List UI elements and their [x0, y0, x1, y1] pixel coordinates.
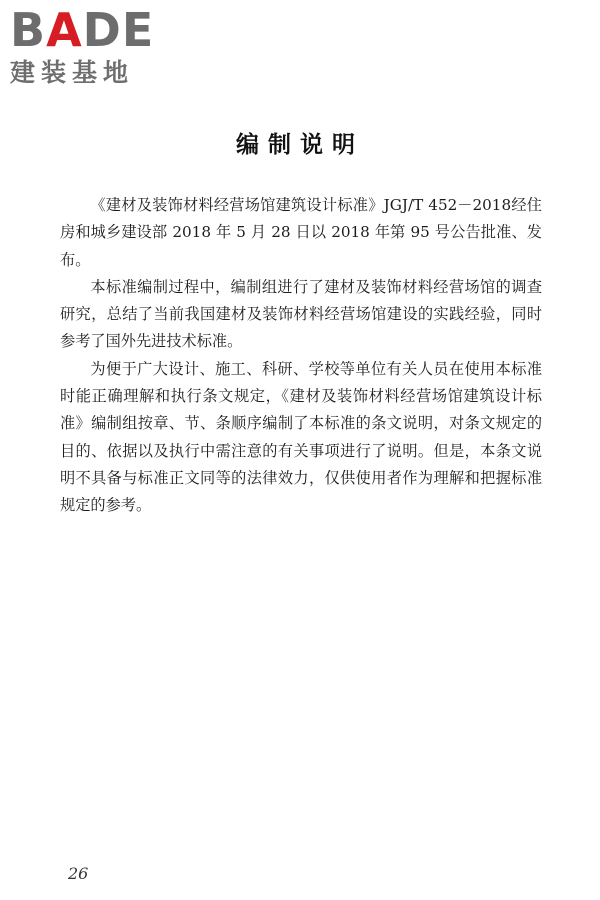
logo-subtitle: 建装基地 — [10, 58, 135, 87]
paragraph-1: 《建材及装饰材料经营场馆建筑设计标准》JGJ/T 452－2018经住房和城乡建设部 2018 年 5 月 28 日以 2018 年第 95 号公告批准、发布。 — [60, 196, 542, 269]
logo-mark-suffix: DE — [82, 3, 155, 57]
body-text — [60, 192, 542, 520]
logo-mark-accent: A — [46, 3, 83, 57]
logo-wordmark — [10, 4, 190, 56]
page-title: 编制说明 — [236, 132, 364, 158]
paragraph-2: 本标准编制过程中，编制组进行了建材及装饰材料经营场馆的调查研究，总结了当前我国建材及装饰材料经营场馆建设的实践经验，同时参考了国外先进技术标准。 — [60, 277, 542, 351]
paragraph-3: 为便于广大设计、施工、科研、学校等单位有关人员在使用本标准时能正确理解和执行条文规定，《建材及装饰材料经营场馆建筑设计标准》编制组按章、节、条顺序编制了本标准的条文说明，对条文规定的目的、依据以及执行中需注意的有关事项进行了说明。但是，本条文说明不具备与标准正文同等的法律效力，仅供使用者作为理解和把握标准规定的参考。 — [60, 359, 542, 515]
publisher-logo — [10, 4, 190, 88]
page-number: 26 — [68, 864, 89, 883]
logo-mark-prefix: B — [10, 3, 47, 57]
